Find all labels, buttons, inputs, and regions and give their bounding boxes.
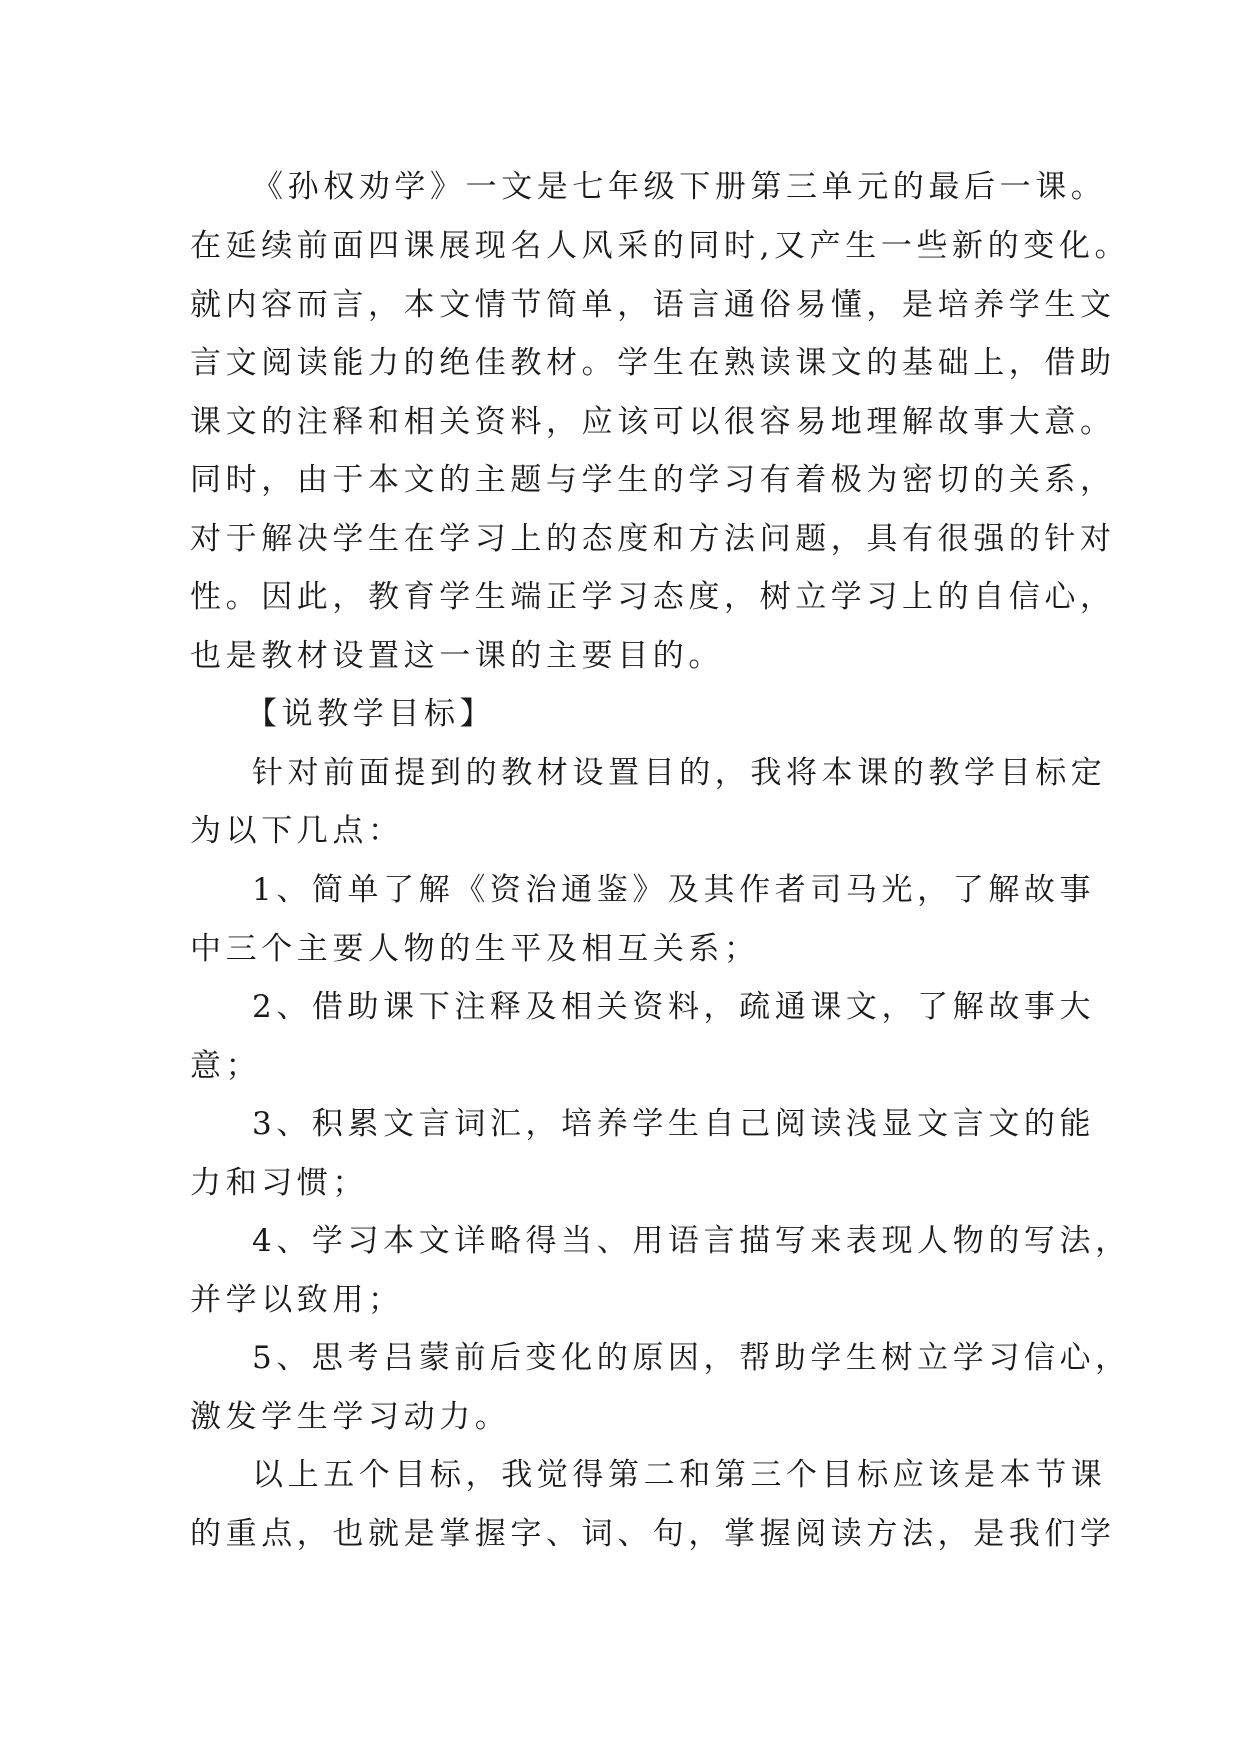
paragraph-line: 的重点，也就是掌握字、词、句，掌握阅读方法，是我们学 xyxy=(190,1516,1116,1552)
paragraph-line: 针对前面提到的教材设置目的，我将本课的教学目标定 xyxy=(252,755,1107,791)
section-heading: 【说教学目标】 xyxy=(246,696,496,732)
paragraph-line: 对于解决学生在学习上的态度和方法问题，具有很强的针对 xyxy=(190,521,1116,557)
paragraph-line: 《孙权劝学》一文是七年级下册第三单元的最后一课。 xyxy=(252,169,1107,205)
list-item-line: 2、借助课下注释及相关资料，疏通课文，了解故事大 xyxy=(252,989,1096,1025)
paragraph-line: 以上五个目标，我觉得第二和第三个目标应该是本节课 xyxy=(252,1457,1107,1493)
paragraph-line: 性。因此，教育学生端正学习态度，树立学习上的自信心， xyxy=(190,579,1116,615)
list-item-line: 1、简单了解《资治通鉴》及其作者司马光，了解故事 xyxy=(252,872,1096,908)
paragraph-line: 也是教材设置这一课的主要目的。 xyxy=(190,638,724,674)
paragraph-line: 同时，由于本文的主题与学生的学习有着极为密切的关系， xyxy=(190,462,1116,498)
paragraph-line: 为以下几点： xyxy=(190,813,404,849)
list-item-line: 意； xyxy=(190,1048,262,1084)
paragraph-line: 在延续前面四课展现名人风采的同时,又产生一些新的变化。 xyxy=(190,228,1131,264)
paragraph-line: 课文的注释和相关资料，应该可以很容易地理解故事大意。 xyxy=(190,404,1116,440)
list-item-line: 并学以致用； xyxy=(190,1282,404,1318)
paragraph-line: 言文阅读能力的绝佳教材。学生在熟读课文的基础上，借助 xyxy=(190,345,1116,381)
list-item-line: 3、积累文言词汇，培养学生自己阅读浅显文言文的能 xyxy=(252,1106,1096,1142)
list-item-line: 力和习惯； xyxy=(190,1165,368,1201)
list-item-line: 激发学生学习动力。 xyxy=(190,1399,511,1435)
list-item-line: 4、学习本文详略得当、用语言描写来表现人物的写法， xyxy=(252,1223,1131,1259)
list-item-line: 5、思考吕蒙前后变化的原因，帮助学生树立学习信心， xyxy=(252,1340,1131,1376)
paragraph-line: 就内容而言，本文情节简单，语言通俗易懂，是培养学生文 xyxy=(190,287,1116,323)
list-item-line: 中三个主要人物的生平及相互关系； xyxy=(190,931,760,967)
